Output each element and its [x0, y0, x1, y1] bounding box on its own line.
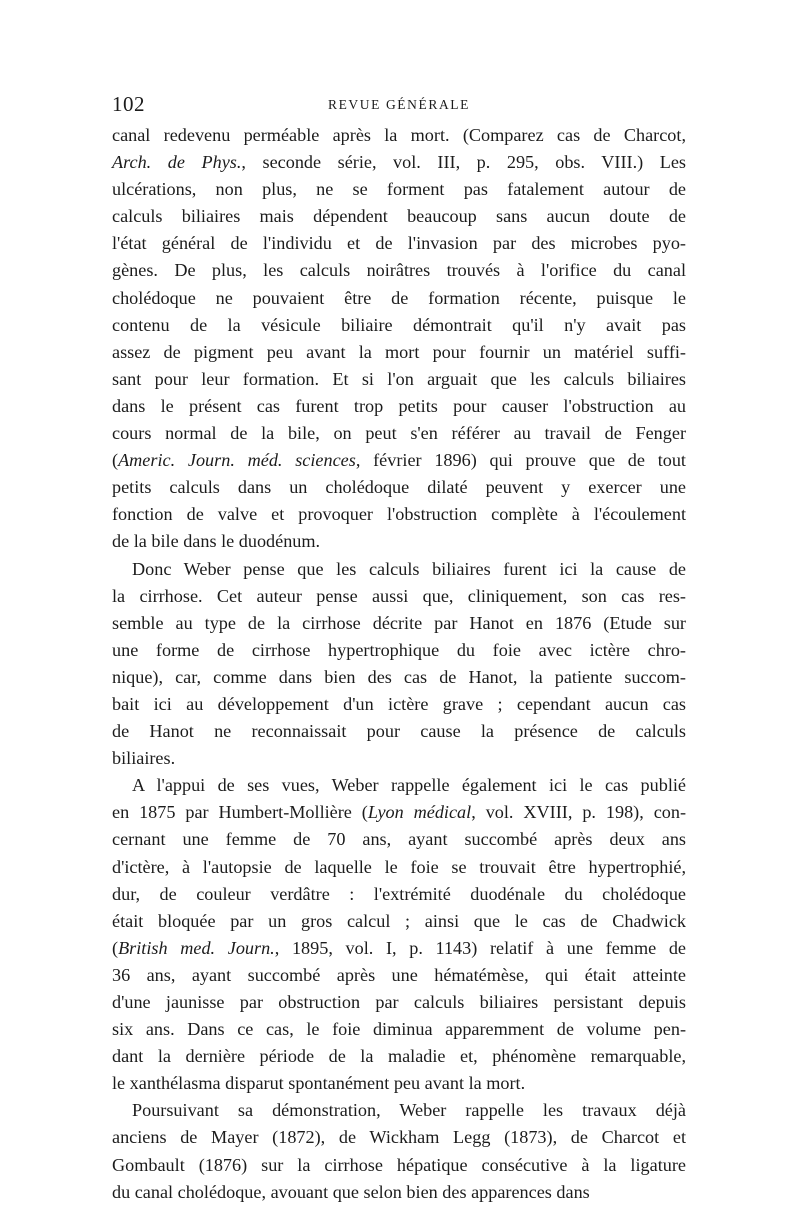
text-segment: la cirrhose. Cet auteur pense aussi que, cliniquement, son cas res-	[112, 585, 686, 606]
text-segment: bait ici au développement d'un ictère grave ; cependant aucun cas	[112, 693, 686, 714]
text-line	[112, 203, 686, 230]
text-segment: (	[112, 450, 119, 471]
text-line	[112, 799, 686, 826]
text-segment: contenu de la vésicule biliaire démontrait qu'il n'y avait pas	[112, 314, 686, 335]
text-segment: 36 ans, ayant succombé après une hématémèse, qui était atteinte	[112, 964, 686, 985]
text-line	[112, 420, 686, 447]
text-segment: était bloquée par un gros calcul ; ainsi que le cas de Chadwick	[112, 910, 686, 931]
text-segment: cours normal de la bile, on peut s'en référer au travail de Fenger	[112, 423, 686, 444]
text-segment: , 1895, vol. I, p. 1143) relatif à une femme de	[274, 937, 686, 958]
page-number: 102	[112, 92, 145, 116]
text-segment: Poursuivant sa démonstration, Weber rappelle les travaux déjà	[132, 1100, 686, 1121]
text-line	[112, 772, 686, 799]
text-segment: nique), car, comme dans bien des cas de Hanot, la patiente succom-	[112, 666, 686, 687]
text-line	[112, 826, 686, 853]
text-line	[112, 718, 686, 745]
text-line	[112, 691, 686, 718]
italic-citation: Arch. de Phys.	[112, 152, 242, 173]
text-line	[112, 664, 686, 691]
text-line	[112, 393, 686, 420]
text-segment: petits calculs dans un cholédoque dilaté peuvent y exercer une	[112, 477, 686, 498]
italic-citation: Americ. Journ. méd. sciences	[118, 450, 356, 471]
book-page	[112, 92, 686, 1206]
text-line	[112, 881, 686, 908]
text-segment: , vol. XVIII, p. 198), con-	[471, 802, 687, 823]
text-line	[112, 528, 686, 555]
text-segment: ulcérations, non plus, ne se forment pas fatalement autour de	[112, 179, 686, 200]
text-line	[112, 1016, 686, 1043]
text-line	[112, 122, 686, 149]
text-segment: Donc Weber pense que les calculs biliaires furent ici la cause de	[132, 558, 686, 579]
text-line	[112, 312, 686, 339]
text-segment: canal redevenu perméable après la mort. (Comparez cas de Charcot,	[112, 125, 686, 145]
text-line	[112, 1124, 686, 1151]
text-line	[112, 285, 686, 312]
text-segment: dur, de couleur verdâtre : l'extrémité duodénale du cholédoque	[112, 883, 686, 904]
text-line	[112, 745, 686, 772]
text-line	[112, 583, 686, 610]
text-line	[112, 366, 686, 393]
text-line	[112, 447, 686, 474]
text-segment: cholédoque ne pouvaient être de formation récente, puisque le	[112, 287, 686, 308]
text-segment: de Hanot ne reconnaissait pour cause la présence de calculs	[112, 721, 686, 742]
text-segment: , seconde série, vol. III, p. 295, obs. VIII.) Les	[241, 152, 686, 173]
text-segment: sant pour leur formation. Et si l'on arguait que les calculs biliaires	[112, 368, 686, 389]
text-line	[112, 989, 686, 1016]
page-header	[112, 92, 686, 118]
text-segment: six ans. Dans ce cas, le foie diminua apparemment de volume pen-	[112, 1019, 686, 1040]
text-segment: , février 1896) qui prouve que de tout	[355, 450, 686, 471]
body-text	[112, 122, 686, 1206]
text-segment: d'ictère, à l'autopsie de laquelle le foie se trouvait être hypertrophié,	[112, 856, 686, 877]
text-line	[112, 637, 686, 664]
text-segment: biliaires.	[112, 748, 176, 769]
text-segment: gènes. De plus, les calculs noirâtres trouvés à l'orifice du canal	[112, 260, 686, 281]
text-line	[112, 556, 686, 583]
text-line	[112, 1179, 686, 1206]
text-line	[112, 1097, 686, 1124]
text-line	[112, 501, 686, 528]
text-line	[112, 257, 686, 284]
text-segment: dant la dernière période de la maladie et, phénomène remarquable,	[112, 1046, 686, 1067]
text-segment: en 1875 par Humbert-Mollière (	[112, 802, 368, 823]
text-line	[112, 935, 686, 962]
text-line	[112, 610, 686, 637]
italic-citation: Lyon médical	[367, 802, 472, 823]
text-segment: de la bile dans le duodénum.	[112, 531, 321, 552]
text-segment: A l'appui de ses vues, Weber rappelle également ici le cas publié	[132, 775, 686, 796]
text-segment: calculs biliaires mais dépendent beaucoup sans aucun doute de	[112, 206, 686, 227]
text-line	[112, 149, 686, 176]
text-segment: assez de pigment peu avant la mort pour fournir un matériel suffi-	[112, 341, 686, 362]
text-line	[112, 230, 686, 257]
text-segment: l'état général de l'individu et de l'invasion par des microbes pyo-	[112, 233, 686, 254]
text-line	[112, 1070, 686, 1097]
text-segment: (	[112, 937, 119, 958]
text-line	[112, 474, 686, 501]
running-head: REVUE GÉNÉRALE	[327, 97, 470, 112]
text-segment: anciens de Mayer (1872), de Wickham Legg (1873), de Charcot et	[112, 1127, 686, 1148]
text-segment: d'une jaunisse par obstruction par calculs biliaires persistant depuis	[112, 992, 686, 1012]
text-segment: Gombault (1876) sur la cirrhose hépatique consécutive à la ligature	[112, 1154, 686, 1175]
text-segment: du canal cholédoque, avouant que selon bien des apparences dans	[112, 1181, 590, 1202]
text-line	[112, 962, 686, 989]
text-segment: dans le présent cas furent trop petits pour causer l'obstruction au	[112, 395, 686, 416]
text-line	[112, 176, 686, 203]
text-segment: une forme de cirrhose hypertrophique du foie avec ictère chro-	[112, 639, 686, 660]
text-segment: semble au type de la cirrhose décrite par Hanot en 1876 (Etude sur	[112, 612, 686, 633]
text-line	[112, 339, 686, 366]
text-line	[112, 854, 686, 881]
italic-citation: British med. Journ.	[118, 937, 275, 958]
text-segment: cernant une femme de 70 ans, ayant succombé après deux ans	[112, 829, 686, 850]
text-line	[112, 1152, 686, 1179]
text-segment: fonction de valve et provoquer l'obstruction complète à l'écoulement	[112, 504, 686, 525]
text-line	[112, 908, 686, 935]
text-segment: le xanthélasma disparut spontanément peu avant la mort.	[112, 1073, 526, 1094]
text-line	[112, 1043, 686, 1070]
